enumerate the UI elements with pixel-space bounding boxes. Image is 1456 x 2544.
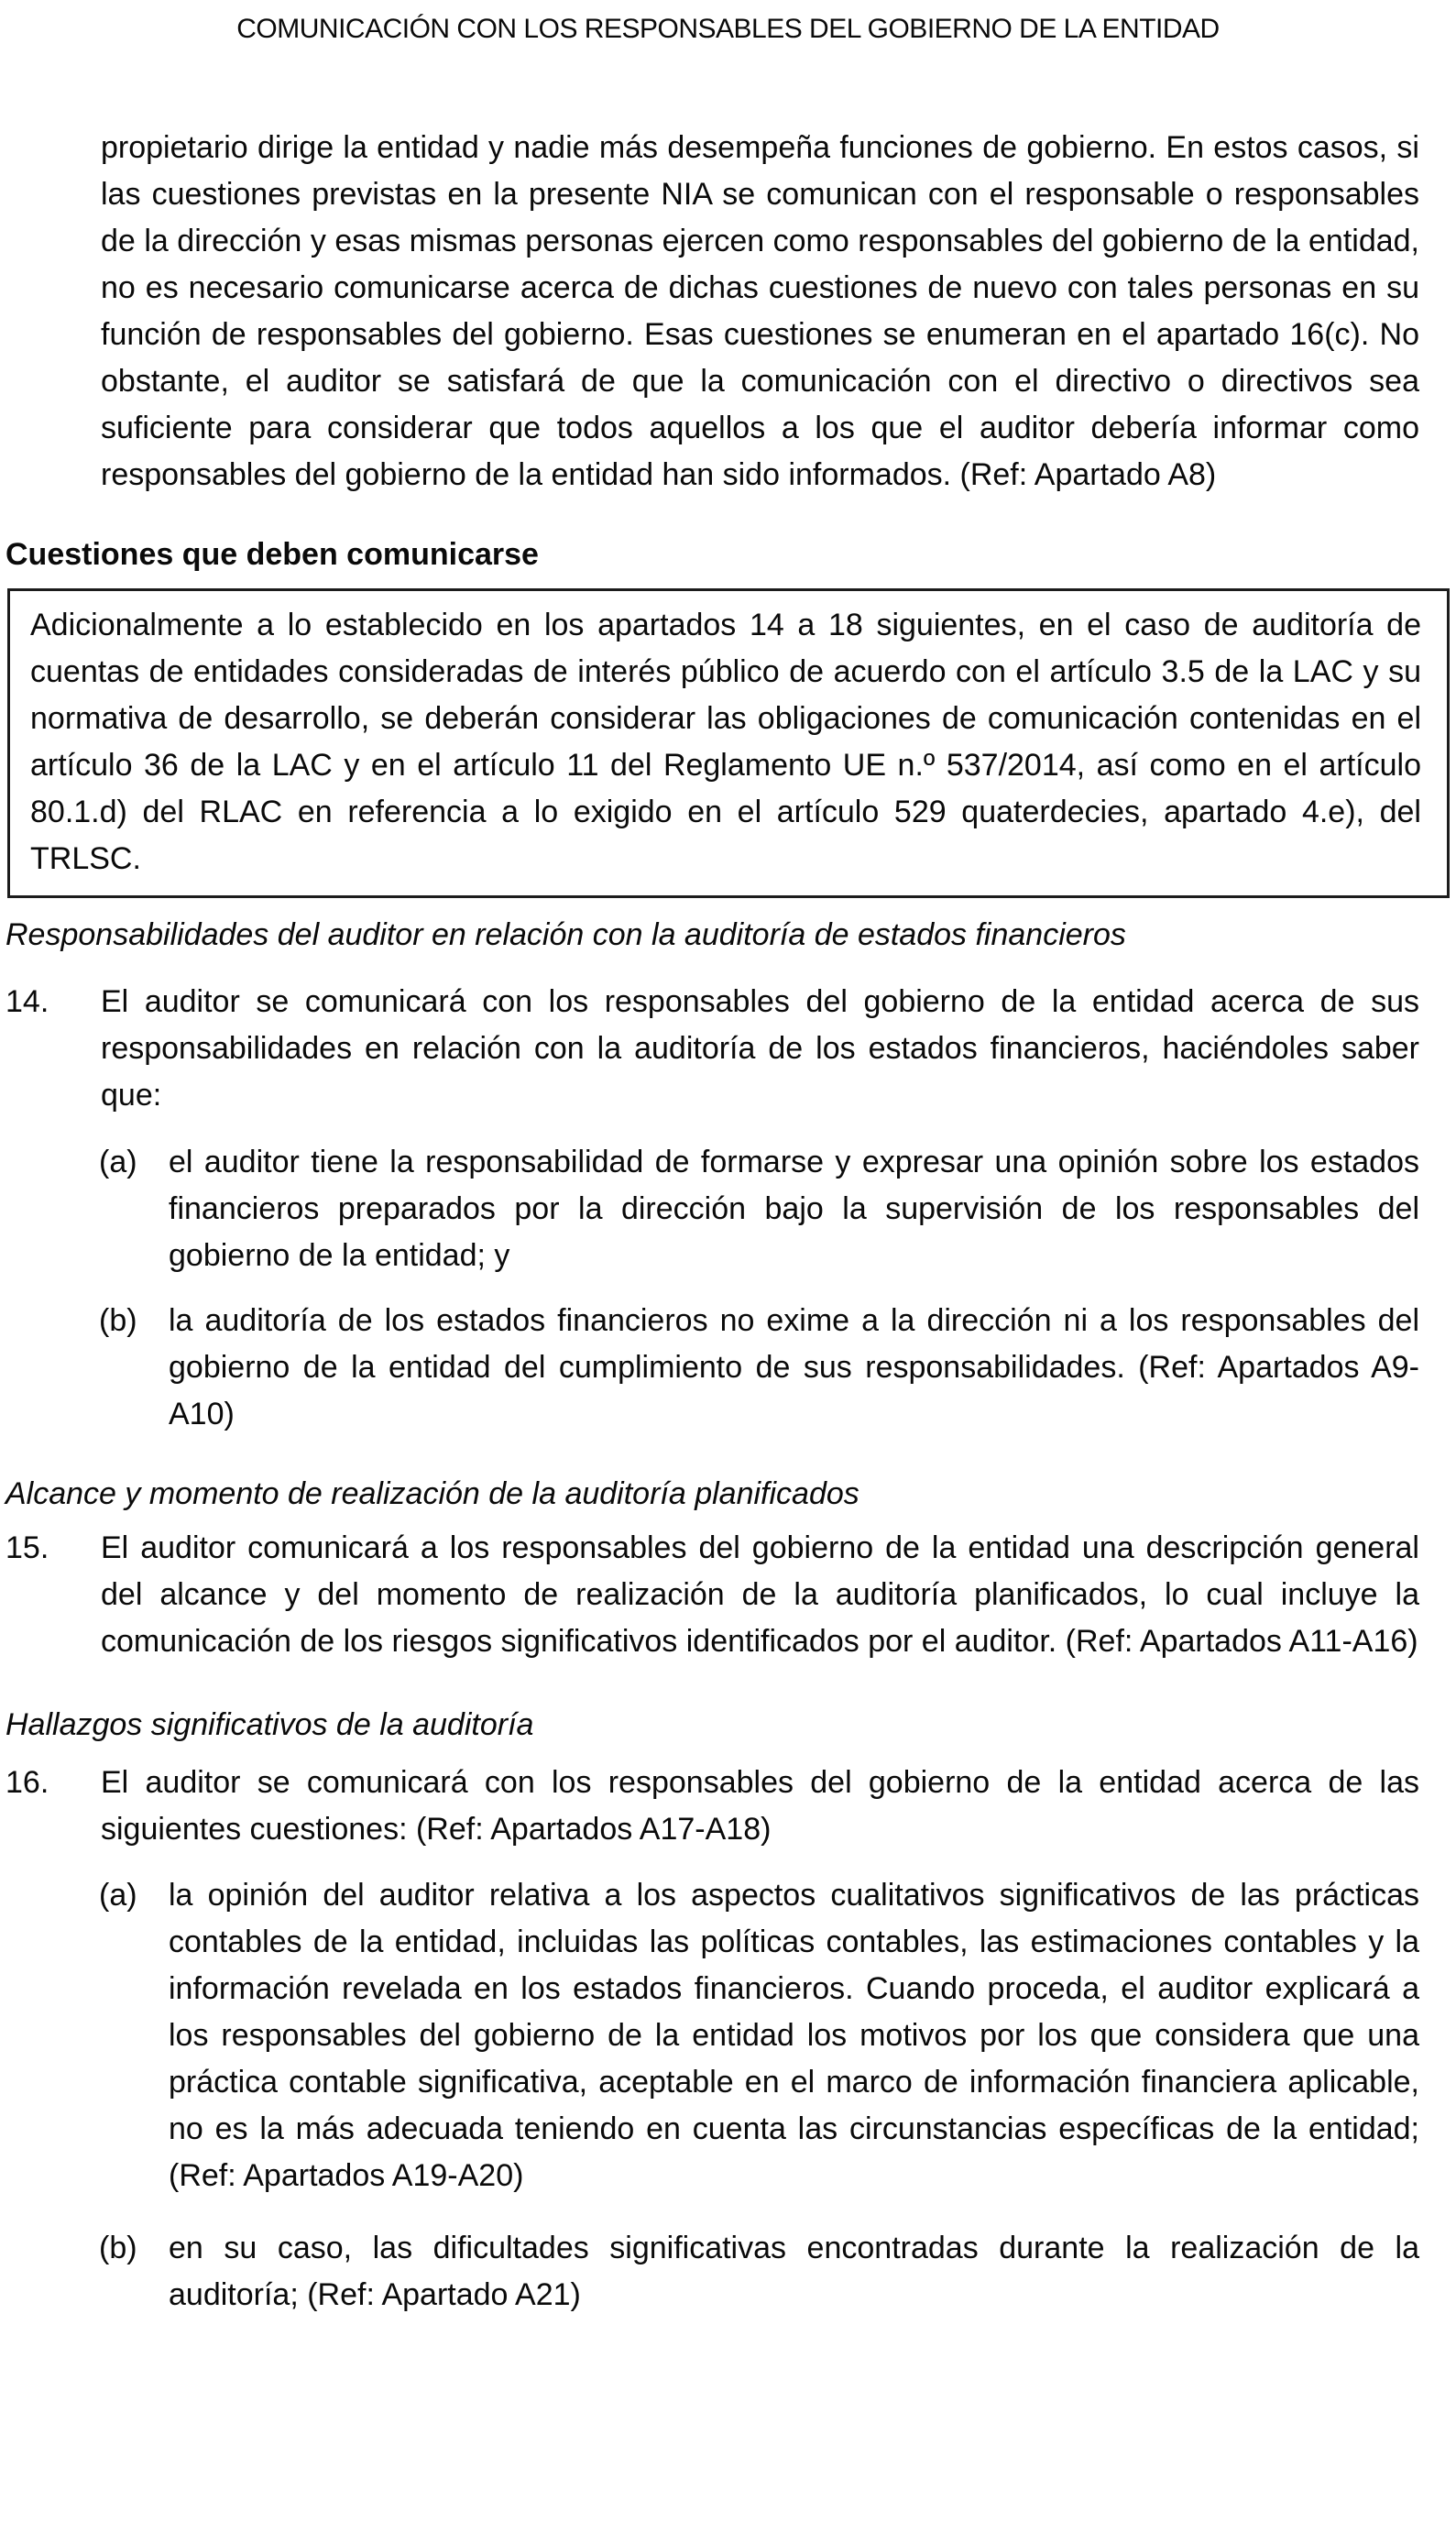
item-15-text: El auditor comunicará a los responsables del gobierno de la entidad una descripción general del alcance y del momento de realización de la auditoría planificados, lo cual incluye la comunicación de los riesgos significativos identificados por el auditor. (Ref: Apartados A11-A16) — [101, 1530, 1419, 1659]
item-16-sub-b-label: (b) — [99, 2231, 137, 2265]
item-14-sub-a — [0, 1139, 1456, 1279]
item-16-sub-a — [0, 1872, 1456, 2199]
item-16-sub-b — [0, 2225, 1456, 2319]
subsection-heading-findings: Hallazgos significativos de la auditoría — [5, 1707, 534, 1742]
item-16 — [0, 1760, 1456, 2319]
item-14-sub-b-text: la auditoría de los estados financieros no exime a la dirección ni a los responsables del gobierno de la entidad del cumplimiento de sus responsabilidades. (Ref: Apartados A9-A10) — [169, 1303, 1419, 1431]
section-heading-matters: Cuestiones que deben comunicarse — [5, 537, 539, 572]
document-title: COMUNICACIÓN CON LOS RESPONSABLES DEL GOBIERNO DE LA ENTIDAD — [236, 14, 1220, 44]
item-14-sub-b-label: (b) — [99, 1303, 137, 1338]
item-16-sub-a-text: la opinión del auditor relativa a los aspectos cualitativos significativos de las prácticas contables de la entidad, incluidas las políticas contables, las estimaciones contables y la información revelada en los estados financieros. Cuando proceda, el auditor explicará a los responsables del gobierno de la entidad los motivos por los que considera que una práctica contable significativa, aceptable en el marco de información financiera aplicable, no es la más adecuada teniendo en cuenta las circunstancias específicas de la entidad; (Ref: Apartados A19-A20) — [169, 1878, 1419, 2193]
item-14 — [0, 979, 1456, 1438]
subsection-heading-responsibilities: Responsabilidades del auditor en relación con la auditoría de estados financieros — [5, 917, 1126, 952]
item-15-number: 15. — [5, 1530, 49, 1565]
item-14-number: 14. — [5, 984, 49, 1019]
item-16-sub-a-label: (a) — [99, 1878, 137, 1913]
item-14-text: El auditor se comunicará con los responsables del gobierno de la entidad acerca de sus responsabilidades en relación con la auditoría de los estados financieros, haciéndoles saber que: — [101, 984, 1419, 1113]
item-16-number: 16. — [5, 1765, 49, 1800]
intro-paragraph: propietario dirige la entidad y nadie más desempeña funciones de gobierno. En estos casos, si las cuestiones previstas en la presente NIA se comunican con el responsable o responsables de la dirección y esas mismas personas ejercen como responsables del gobierno de la entidad, no es necesario comunicarse acerca de dichas cuestiones de nuevo con tales personas en su función de responsables del gobierno. Esas cuestiones se enumeran en el apartado 16(c). No obstante, el auditor se satisfará de que la comunicación con el directivo o directivos sea suficiente para considerar que todos aquellos a los que el auditor debería informar como responsables del gobierno de la entidad han sido informados. (Ref: Apartado A8) — [101, 130, 1419, 492]
subsection-heading-scope: Alcance y momento de realización de la auditoría planificados — [5, 1476, 859, 1511]
item-14-sub-a-label: (a) — [99, 1145, 137, 1179]
item-14-sub-b — [0, 1298, 1456, 1438]
legal-requirement-box — [7, 588, 1450, 898]
item-16-text: El auditor se comunicará con los responsables del gobierno de la entidad acerca de las siguientes cuestiones: (Ref: Apartados A17-A18) — [101, 1765, 1419, 1847]
item-14-sub-a-text: el auditor tiene la responsabilidad de formarse y expresar una opinión sobre los estados financieros preparados por la dirección bajo la supervisión de los responsables del gobierno de la entidad; y — [169, 1145, 1419, 1273]
item-16-sub-b-text: en su caso, las dificultades significativas encontradas durante la realización de la auditoría; (Ref: Apartado A21) — [169, 2231, 1419, 2312]
item-15 — [0, 1525, 1456, 1665]
legal-requirement-box-text: Adicionalmente a lo establecido en los apartados 14 a 18 siguientes, en el caso de auditoría de cuentas de entidades consideradas de interés público de acuerdo con el artículo 3.5 de la LAC y su normativa de desarrollo, se deberán considerar las obligaciones de comunicación contenidas en el artículo 36 de la LAC y en el artículo 11 del Reglamento UE n.º 537/2014, así como en el artículo 80.1.d) del RLAC en referencia a lo exigido en el artículo 529 quaterdecies, apartado 4.e), del TRLSC. — [30, 608, 1421, 876]
